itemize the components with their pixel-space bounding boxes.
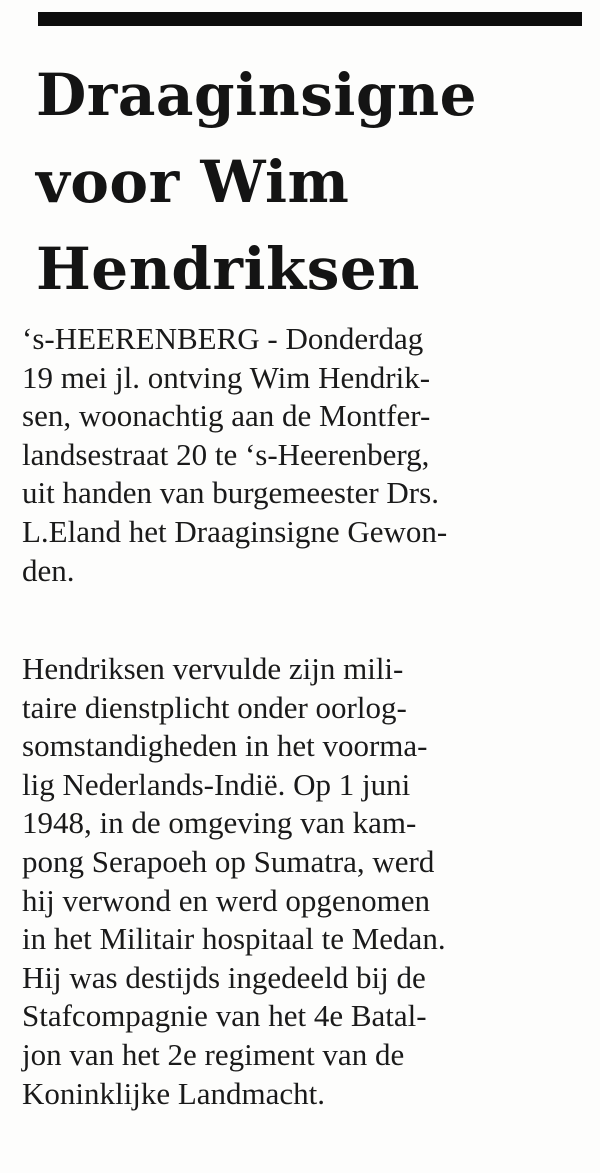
- headline-line: voor Wim: [36, 148, 350, 216]
- text-line: taire dienstplicht onder oorlog-: [22, 689, 407, 725]
- text-line: Hij was destijds ingedeeld bij de: [22, 959, 426, 995]
- text-line: pong Serapoeh op Sumatra, werd: [22, 843, 435, 879]
- text-line: L.Eland het Draaginsigne Gewon-: [22, 513, 448, 549]
- text-line: sen, woonachtig aan de Montfer-: [22, 398, 431, 434]
- text-line: Hendriksen vervulde zijn mili-: [22, 651, 404, 686]
- text-line: 19 mei jl. ontving Wim Hendrik-: [22, 359, 431, 395]
- headline-line: Hendriksen: [36, 235, 420, 303]
- text-line: 1948, in de omgeving van kam-: [22, 805, 417, 841]
- text-line: in het Militair hospitaal te Medan.: [22, 921, 446, 957]
- text-line: hij verwond en werd opgenomen: [22, 882, 431, 918]
- text-line: Stafcompagnie van het 4e Batal-: [22, 998, 427, 1034]
- text-line: somstandigheden in het voorma-: [22, 728, 428, 764]
- text-line: ‘s-HEERENBERG - Donderdag: [22, 321, 424, 356]
- text-line: den.: [22, 552, 75, 588]
- text-line: landsestraat 20 te ‘s-Heerenberg,: [22, 436, 430, 472]
- headline: [36, 52, 588, 313]
- text-line: uit handen van burgemeester Drs.: [22, 475, 439, 511]
- headline-line: Draaginsigne: [36, 61, 478, 129]
- paragraph-intro: [22, 320, 578, 590]
- top-rule: [38, 12, 582, 26]
- text-line: lig Nederlands-Indië. Op 1 juni: [22, 766, 411, 802]
- text-line: Koninklijke Landmacht.: [22, 1075, 326, 1111]
- text-line: jon van het 2e regiment van de: [22, 1036, 405, 1072]
- paragraph-body: [22, 650, 578, 1113]
